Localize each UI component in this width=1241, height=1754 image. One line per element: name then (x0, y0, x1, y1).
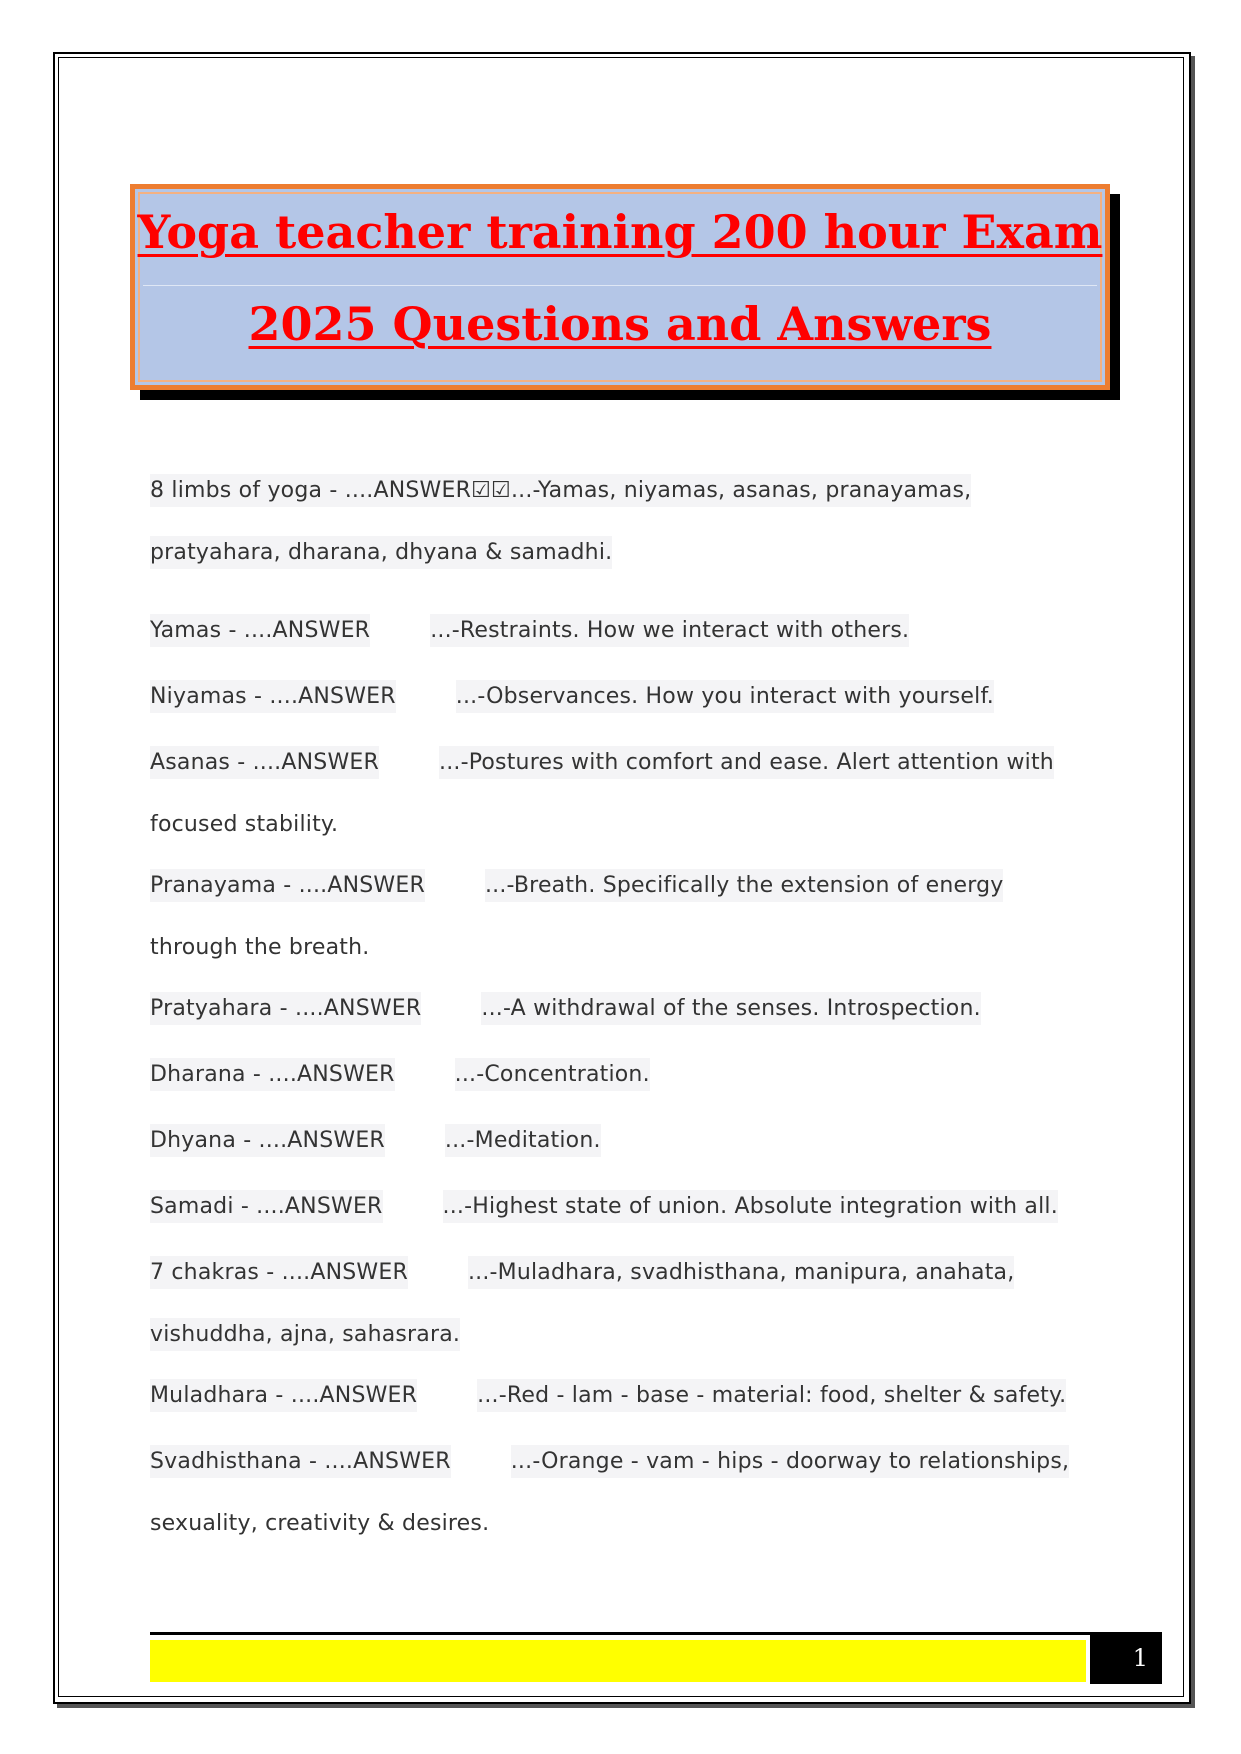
qa-item-8 (150, 1110, 1090, 1172)
qa-item-9 (150, 1176, 1090, 1238)
title-box (130, 184, 1110, 390)
qa-continuation: sexuality, creativity & desires. (150, 1511, 490, 1536)
qa-question: Pratyahara - ....ANSWER (150, 992, 421, 1025)
qa-item-2 (150, 600, 1090, 662)
qa-question: 8 limbs of yoga - ....ANSWER☑☑...-Yamas, niyamas, asanas, pranayamas, (150, 474, 971, 507)
qa-continuation: vishuddha, ajna, sahasrara. (150, 1318, 460, 1351)
qa-answer: ...-Restraints. How we interact with others. (430, 614, 909, 647)
qa-question: Pranayama - ....ANSWER (150, 869, 425, 902)
footer-band (150, 1640, 1086, 1682)
qa-answer: ...-Highest state of union. Absolute integration with all. (443, 1190, 1058, 1223)
qa-question: Samadi - ....ANSWER (150, 1190, 383, 1223)
qa-item-1 (150, 460, 1090, 584)
qa-item-6 (150, 978, 1090, 1040)
qa-answer: ...-Muladhara, svadhisthana, manipura, anahata, (468, 1256, 1014, 1289)
qa-question: Dhyana - ....ANSWER (150, 1124, 385, 1157)
qa-item-11 (150, 1365, 1090, 1427)
qa-question: Svadhisthana - ....ANSWER (150, 1445, 451, 1478)
qa-item-5 (150, 855, 1090, 979)
qa-item-10 (150, 1242, 1090, 1366)
title-line-2: 2025 Questions and Answers (248, 297, 992, 351)
qa-continuation: focused stability. (150, 812, 339, 837)
qa-answer: ...-Observances. How you interact with yourself. (456, 680, 994, 713)
page-number: 1 (1090, 1632, 1162, 1684)
qa-answer: ...-A withdrawal of the senses. Introspection. (481, 992, 980, 1025)
qa-answer: ...-Breath. Specifically the extension of energy (485, 869, 1004, 902)
qa-continuation: through the breath. (150, 935, 370, 960)
qa-item-4 (150, 732, 1090, 856)
qa-answer: ...-Postures with comfort and ease. Alert attention with (439, 746, 1054, 779)
qa-answer: ...-Concentration. (455, 1058, 650, 1091)
qa-question: Asanas - ....ANSWER (150, 746, 379, 779)
qa-question: 7 chakras - ....ANSWER (150, 1256, 408, 1289)
footer-rule (150, 1632, 1090, 1635)
qa-question: Muladhara - ....ANSWER (150, 1379, 417, 1412)
qa-continuation: pratyahara, dharana, dhyana & samadhi. (150, 536, 612, 569)
qa-question: Yamas - ....ANSWER (150, 614, 370, 647)
qa-item-12 (150, 1431, 1090, 1555)
qa-item-3 (150, 666, 1090, 728)
qa-question: Niyamas - ....ANSWER (150, 680, 396, 713)
qa-answer: ...-Orange - vam - hips - doorway to relationships, (511, 1445, 1069, 1478)
title-line-1: Yoga teacher training 200 hour Exam (137, 205, 1103, 259)
qa-question: Dharana - ....ANSWER (150, 1058, 395, 1091)
qa-answer: ...-Meditation. (445, 1124, 601, 1157)
qa-item-7 (150, 1044, 1090, 1106)
qa-answer: ...-Red - lam - base - material: food, shelter & safety. (477, 1379, 1066, 1412)
title-divider (143, 285, 1097, 286)
